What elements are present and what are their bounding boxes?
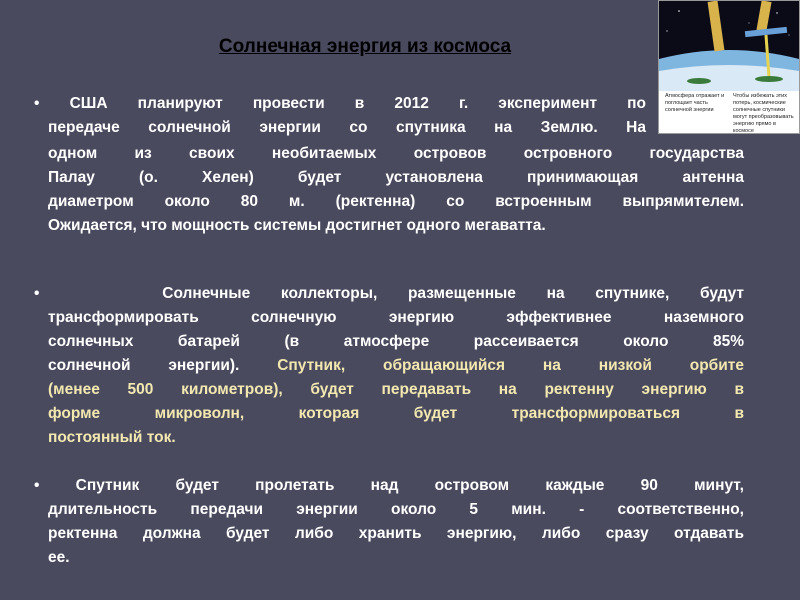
paragraph-2-line-1: • Солнечные коллекторы, размещенные на спутнике, будут	[34, 285, 744, 302]
paragraph-2-line-3: солнечных батарей (в атмосфере рассеивается около 85%	[48, 333, 744, 350]
paragraph-3-line-3: ректенна должна будет либо хранить энергию, либо сразу отдавать	[48, 525, 744, 542]
paragraph-1-line-5: диаметром около 80 м. (ректенна) со встроенным выпрямителем.	[48, 193, 744, 210]
paragraph-1-line-2: передаче солнечной энергии со спутника на Землю. На	[48, 119, 646, 136]
paragraph-3	[34, 474, 744, 570]
paragraph-1-top	[34, 92, 646, 140]
paragraph-2-line-2: трансформировать солнечную энергию эффективнее наземного	[48, 309, 744, 326]
paragraph-1-line-6: Ожидается, что мощность системы достигнет одного мегаватта.	[48, 217, 546, 234]
paragraph-1-line-4: Палау (о. Хелен) будет установлена принимающая антенна	[48, 169, 744, 186]
paragraph-2-line-4: солнечной энергии). Спутник, обращающийся на низкой орбите	[48, 357, 744, 374]
paragraph-2-line-7: постоянный ток.	[48, 429, 176, 446]
paragraph-3-line-1: • Спутник будет пролетать над островом каждые 90 минут,	[34, 477, 744, 494]
illustration-caption-right: Чтобы избежать этих потерь, космические солнечные спутники могут преобразовывать энергию прямо в космосе	[733, 93, 794, 134]
paragraph-3-line-2: длительность передачи энергии около 5 мин. - соответственно,	[48, 501, 744, 518]
paragraph-1-bottom	[48, 142, 744, 238]
bullet: •	[34, 477, 40, 494]
illustration-caption-left: Атмосфера отражает и поглощает часть солнечной энергии	[665, 93, 725, 113]
paragraph-2-line-5: (менее 500 километров), будет передавать на ректенну энергию в	[48, 381, 744, 398]
paragraph-1-line-1: • США планируют провести в 2012 г. эксперимент по	[34, 95, 646, 112]
page-title: Солнечная энергия из космоса	[218, 36, 512, 57]
bullet: •	[34, 95, 40, 112]
paragraph-3-line-4: ее.	[48, 549, 70, 566]
bullet: •	[34, 285, 40, 302]
paragraph-2	[34, 282, 744, 450]
illustration-graphic	[659, 1, 799, 91]
paragraph-2-line-6: форме микроволн, которая будет трансформироваться в	[48, 405, 744, 422]
space-solar-illustration	[658, 0, 800, 134]
paragraph-1-line-3: одном из своих необитаемых островов островного государства	[48, 145, 744, 162]
